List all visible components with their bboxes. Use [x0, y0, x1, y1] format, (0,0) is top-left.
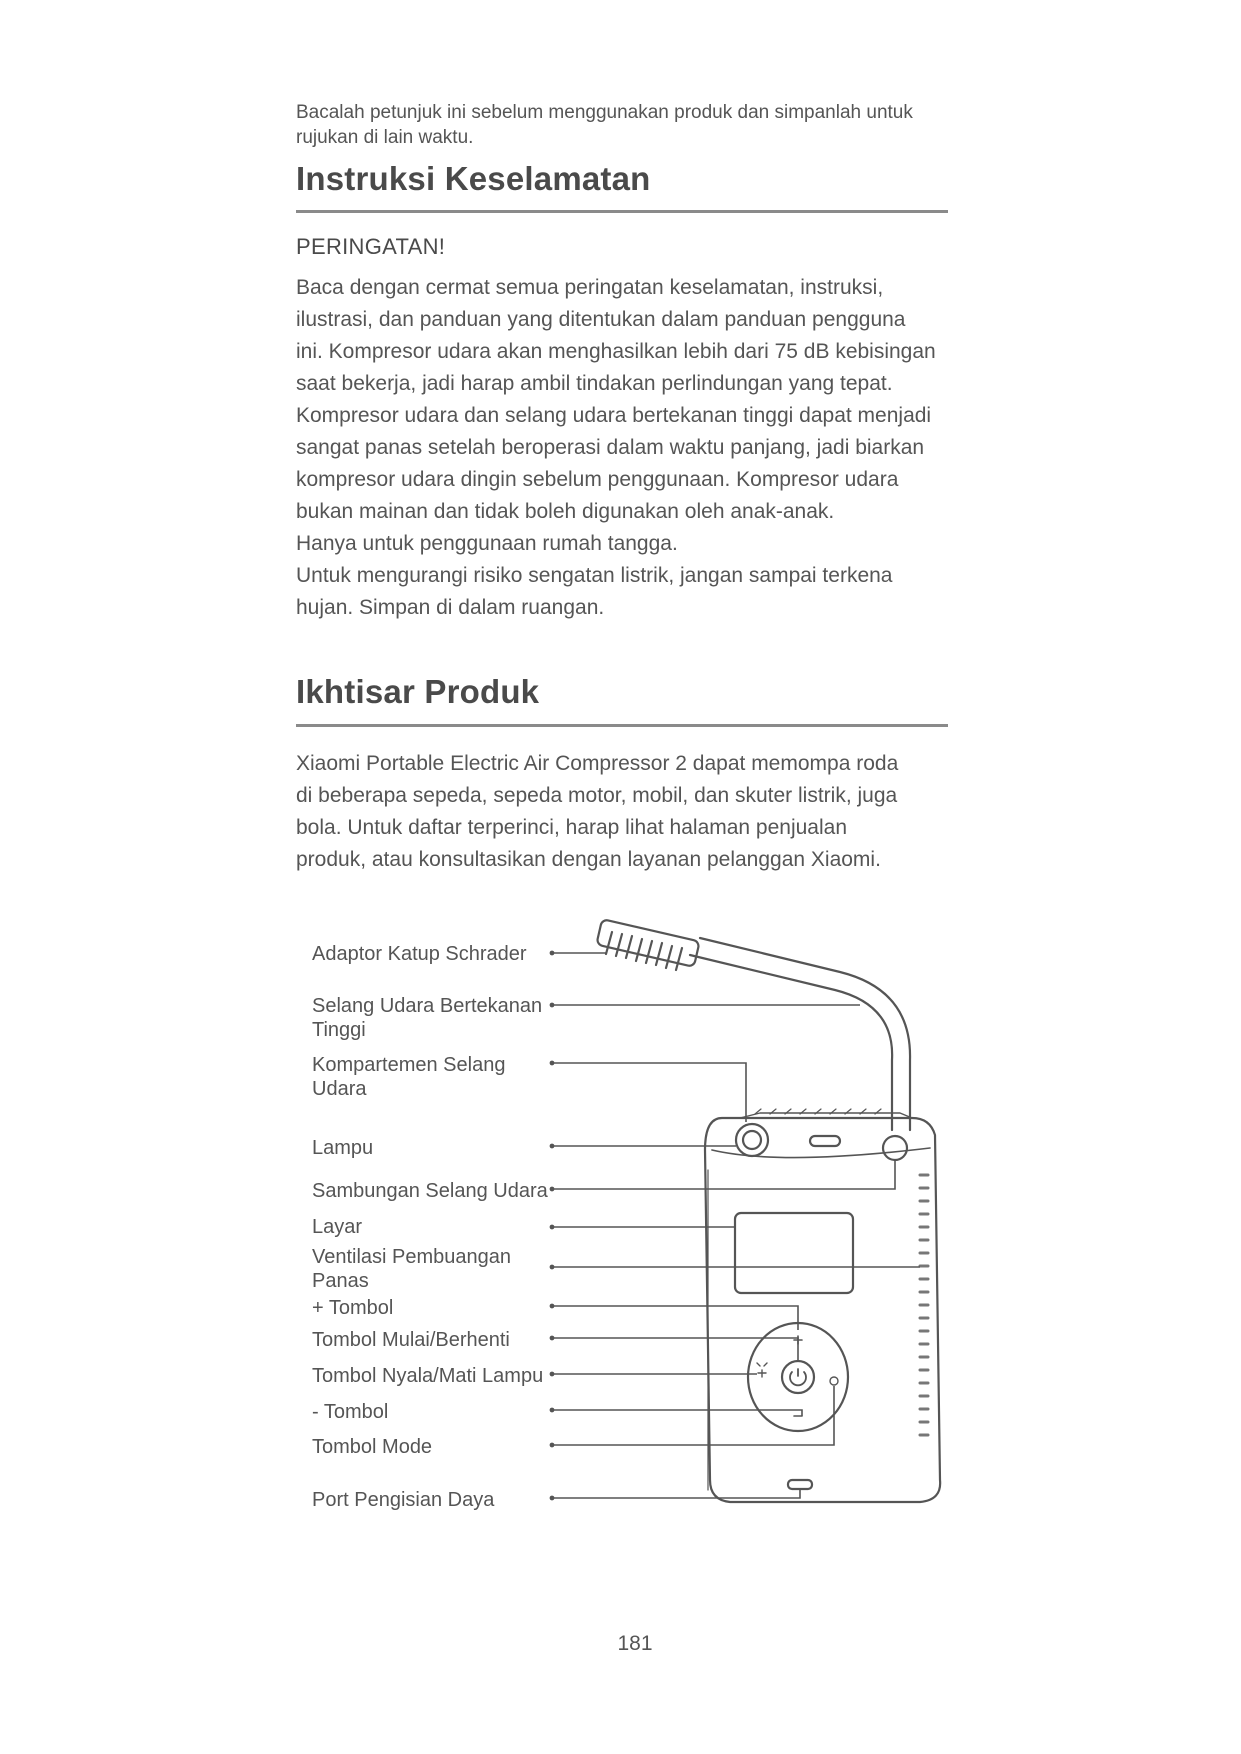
leader-compartment: [552, 1063, 746, 1122]
label-hose-line-2: Tinggi: [312, 1019, 366, 1041]
safety-title: Instruksi Keselamatan: [296, 160, 651, 197]
leader-mode: [552, 1386, 834, 1445]
lamp-icon: [757, 1363, 767, 1377]
mode-icon: [830, 1377, 838, 1385]
overview-line: produk, atau konsultasikan dengan layanan pelanggan Xiaomi.: [296, 848, 881, 871]
label-charging-port: Port Pengisian Daya: [312, 1489, 495, 1511]
schrader-adapter: [596, 919, 699, 970]
safety-line: saat bekerja, jadi harap ambil tindakan perlindungan yang tepat.: [296, 372, 893, 395]
label-lamp: Lampu: [312, 1137, 374, 1159]
leader-plus: [552, 1306, 798, 1330]
screen-part: [735, 1213, 853, 1293]
overview-line: Xiaomi Portable Electric Air Compressor 2 dapat memompa roda: [296, 752, 899, 775]
label-screen: Layar: [312, 1216, 363, 1238]
safety-line: sangat panas setelah beroperasi dalam waktu panjang, jadi biarkan: [296, 436, 925, 459]
label-vent-line-1: Ventilasi Pembuangan: [312, 1246, 512, 1268]
label-start-stop: Tombol Mulai/Berhenti: [312, 1329, 510, 1351]
power-icon: [790, 1369, 806, 1385]
hose: [690, 955, 892, 1130]
safety-line: Hanya untuk penggunaan rumah tangga.: [296, 532, 678, 555]
intro-line-2: rujukan di lain waktu.: [296, 127, 474, 148]
hose-connector-part: [883, 1136, 907, 1160]
overview-title: Ikhtisar Produk: [296, 673, 540, 710]
label-schrader-adapter: Adaptor Katup Schrader: [312, 943, 527, 965]
safety-line: Kompresor udara dan selang udara bertekanan tinggi dapat menjadi: [296, 404, 932, 427]
start-stop-part: [782, 1361, 814, 1393]
overview-line: bola. Untuk daftar terperinci, harap lihat halaman penjualan: [296, 816, 848, 839]
page-number: 181: [617, 1632, 653, 1655]
label-hose-line-1: Selang Udara Bertekanan: [312, 995, 543, 1017]
safety-line: kompresor udara dingin sebelum penggunaan. Kompresor udara: [296, 468, 899, 491]
leader-hose-connector: [552, 1160, 895, 1189]
label-plus-button: + Tombol: [312, 1297, 394, 1319]
overview-line: di beberapa sepeda, sepeda motor, mobil, dan skuter listrik, juga: [296, 784, 898, 807]
vent-grille: [920, 1175, 928, 1435]
label-hose-connector: Sambungan Selang Udara: [312, 1180, 548, 1202]
safety-line: hujan. Simpan di dalam ruangan.: [296, 596, 605, 619]
safety-line: Baca dengan cermat semua peringatan keselamatan, instruksi,: [296, 276, 884, 299]
label-vent-line-2: Panas: [312, 1270, 369, 1292]
label-compartment-line-1: Kompartemen Selang: [312, 1054, 506, 1076]
leader-minus: [552, 1410, 802, 1416]
charging-port-part: [788, 1480, 812, 1489]
label-minus-button: - Tombol: [312, 1401, 389, 1423]
safety-line: bukan mainan dan tidak boleh digunakan oleh anak-anak.: [296, 500, 835, 523]
label-light-button: Tombol Nyala/Mati Lampu: [312, 1365, 544, 1387]
safety-line: ilustrasi, dan panduan yang ditentukan dalam panduan pengguna: [296, 308, 906, 331]
warning-heading: PERINGATAN!: [296, 234, 446, 259]
safety-line: ini. Kompresor udara akan menghasilkan lebih dari 75 dB kebisingan: [296, 340, 936, 363]
safety-line: Untuk mengurangi risiko sengatan listrik, jangan sampai terkena: [296, 564, 893, 587]
label-compartment-line-2: Udara: [312, 1078, 367, 1100]
lamp-part: [736, 1124, 768, 1156]
label-mode-button: Tombol Mode: [312, 1436, 433, 1458]
intro-line-1: Bacalah petunjuk ini sebelum menggunakan produk dan simpanlah untuk: [296, 102, 913, 123]
leader-charging: [552, 1489, 800, 1498]
